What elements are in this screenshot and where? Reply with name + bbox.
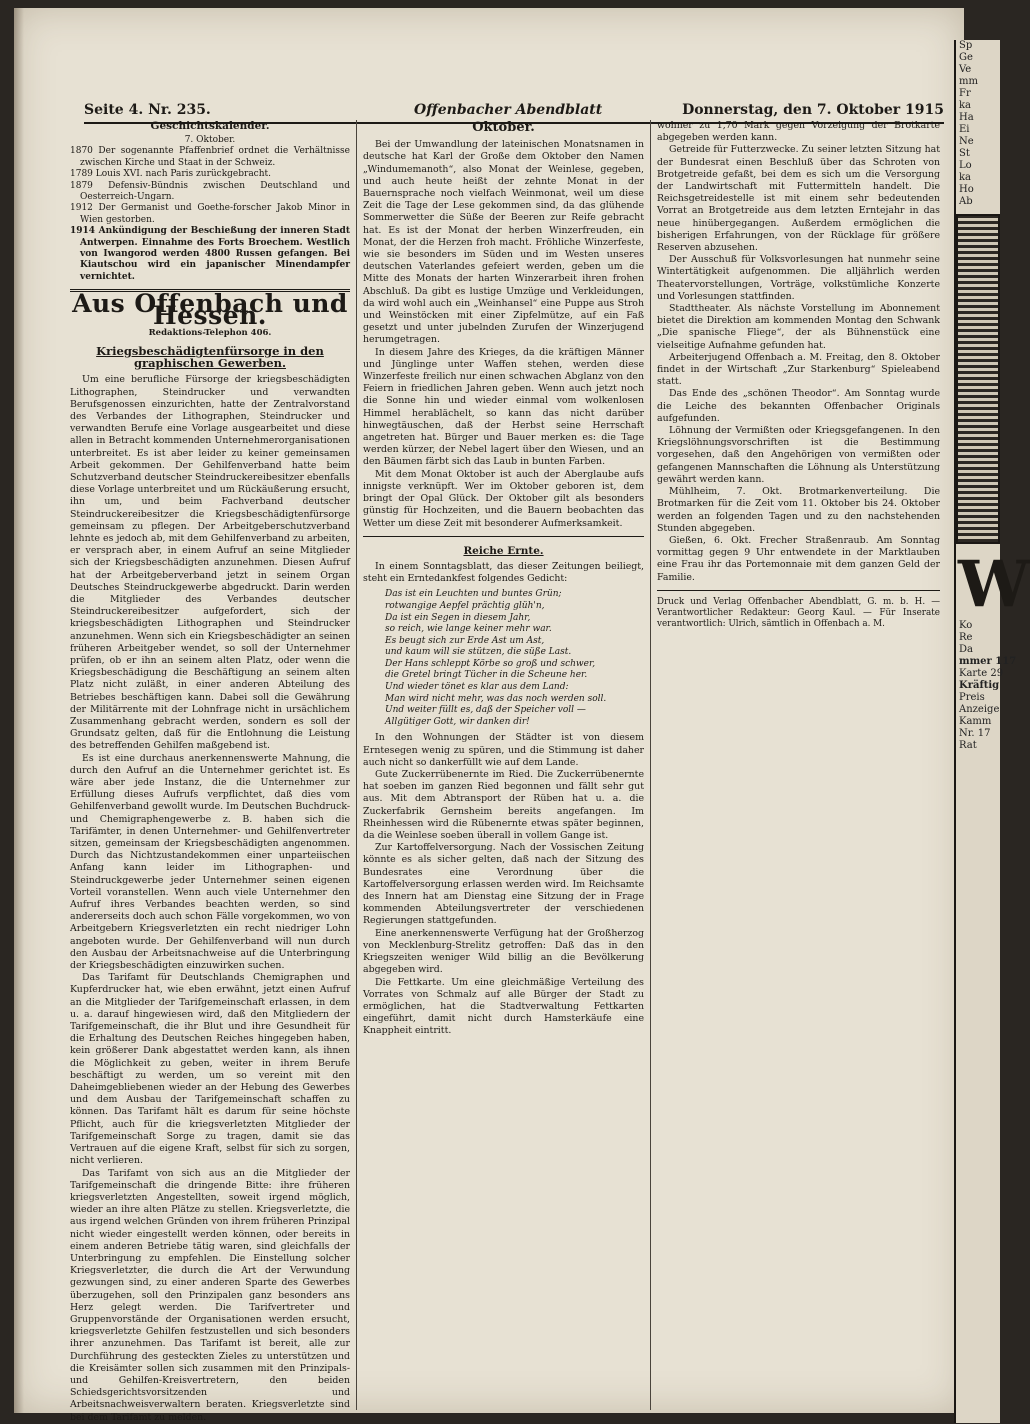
text-fragment: Re — [959, 632, 973, 643]
text-fragment: Karte 29 — [959, 668, 1004, 679]
page-fold-shadow — [14, 8, 24, 1413]
text-fragment: Kamm — [959, 716, 992, 727]
text-fragment: Ei — [959, 124, 970, 135]
text-fragment: St — [959, 148, 970, 159]
poem-line: die Gretel bringt Tücher in die Scheune her. — [385, 670, 588, 681]
article-paragraph: Es ist eine durchaus anerkennenswerte Mahnung, die durch den Aufruf an die Unternehmer gerichtet ist. Es wäre aber jede Instanz, die die Unternehmer zur Erfüllung dieses Aufrufs verpflichtet, daß dies vom Gehilfenverband gewollt wurde. Im Deutschen Buchdruck- und Chemigraphengewerbe z. B. haben sich die Tarifämter, in denen Unternehmer- und Gehilfenvertreter sitzen, gemeinsam der Kriegsbeschädigten angenommen. Durch das Nichtzustandekommen einer unparteiischen Anfang kann leider im Lithographen- und Steindruckgewerbe jeder Unternehmer seinen eigenen Vorteil voranstellen. Wenn auch viele Unternehmer den Aufruf ihres Verbandes beachten werden, so sind andererseits doch auch schon Fälle vorgekommen, wo von Arbeitgebern Kriegsverletzten ein recht niedriger Lohn angeboten wurde. Der Gehilfenverband will nun durch den Ausbau der Arbeitsnachweise auf die Unterbringung der Kriegsbeschädigten einzuwirken suchen. — [70, 752, 350, 972]
article-paragraph: Eine anerkennenswerte Verfügung hat der Großherzog von Mecklenburg-Strelitz getroffen: Daß das in den Kriegszeiten weniger Wild billig an die Bevölkerung abgegeben wird. — [363, 927, 644, 976]
redaktions-telephon: Redaktions-Telephon 406. — [148, 327, 272, 338]
text-fragment: Rat — [959, 740, 977, 751]
advertisement-illustration — [956, 214, 1000, 544]
article-paragraph: In den Wohnungen der Städter ist von diesem Erntesegen wenig zu spüren, und die Stimmung ist daher auch nicht so dankerfüllt wie auf dem Lande. — [363, 732, 644, 768]
text-fragment: Ve — [959, 64, 972, 75]
text-fragment: ka — [959, 172, 972, 183]
text-fragment: ka — [959, 100, 972, 111]
text-fragment: Preis — [959, 692, 985, 703]
article-title: Kriegsbeschädigtenfürsorge in den graphischen Gewerben. — [96, 343, 324, 371]
poem-intro: In einem Sonntagsblatt, das dieser Zeitungen beiliegt, steht ein Erntedankfest folgendes Gedicht: — [363, 560, 644, 585]
article-paragraph: Löhnung der Vermißten oder Kriegsgefangenen. In den Kriegslöhnungsvorschriften ist die Bestimmung vorgesehen, daß den Angehörigen von vermißten oder gefangenen Mannschaften die Löhnung als Unterstützung gewährt werden kann. — [657, 425, 940, 485]
poem-line: und kaum will sie stützen, die süße Last. — [385, 647, 572, 658]
kalender-item: 1789 Louis XVI. nach Paris zurückgebracht. — [70, 169, 271, 180]
article-paragraph: Zur Kartoffelversorgung. Nach der Vossischen Zeitung könnte es als sicher gelten, daß nach der Sitzung des Bundesrates eine Verordnung über die Kartoffelversorgung erlassen werden wird. Im Reichsamte des Innern hat am Dienstag eine Sitzung der in Frage kommenden Abteilungsvertreter der verschiedenen Regierungen stattgefunden. — [363, 842, 644, 927]
text-fragment: Ne — [959, 136, 974, 147]
kalender-item: 1914 Ankündigung der Beschießung der inneren Stadt Antwerpen. Einnahme des Forts Broechem. Westlich von Iwangorod werden 4800 Russen gefangen. Bei Kiautschou wird ein japanischer Minendampfer vernichtet. — [70, 226, 350, 282]
text-fragment: Da — [959, 644, 973, 655]
article-title: Oktober. — [472, 120, 535, 135]
text-fragment: Fr — [959, 88, 971, 99]
poem-line: Und wieder tönet es klar aus dem Land: — [385, 682, 569, 693]
section-title: Aus Offenbach und Hessen. — [72, 289, 348, 331]
text-fragment: Ko — [959, 620, 973, 631]
poem-line: Da ist ein Segen in diesem Jahr, — [385, 612, 531, 623]
kalender-title: Geschichtskalender. — [150, 120, 270, 132]
poem-line: Der Hans schleppt Körbe so groß und schwer, — [385, 658, 596, 669]
article-paragraph: Mühlheim, 7. Okt. Brotmarkenverteilung. Die Brotmarken für die Zeit vom 11. Oktober bis 24. Oktober werden an folgenden Tagen und zu den nachstehenden Stunden abgegeben. — [657, 486, 940, 534]
kalender-item: 1912 Der Germanist und Goethe-forscher Jakob Minor in Wien gestorben. — [70, 203, 350, 225]
poem-line: so reich, wie lange keiner mehr war. — [385, 624, 552, 635]
kalender-item: 1879 Defensiv-Bündnis zwischen Deutschland und Oesterreich-Ungarn. — [70, 180, 350, 203]
article-paragraph: In diesem Jahre des Krieges, da die kräftigen Männer und Jünglinge unter Waffen stehen, werden diese Winzerfeste freilich nur einen schwachen Abglanz von den Feiern in friedlichen Jahren geben. Wenn auch jetzt noch die Sonne hin und wieder einmal vom wolkenlosen Himmel herablächelt, so kann das nicht darüber hinwegtäuschen, daß der Herbst seine Herrschaft angetreten hat. Bürger und Bauer merken es: die Tage werden kürzer, der Nebel lagert über den Wiesen, und an den Bäumen färbt sich das Laub in bunten Farben. — [363, 346, 644, 468]
text-fragment: Ha — [959, 112, 974, 123]
text-fragment: Ho — [959, 184, 974, 195]
poem-line: Man wird nicht mehr, was das noch werden soll. — [385, 693, 607, 704]
kalender-date: 7. Oktober. — [184, 135, 236, 146]
article-paragraph: Das Tarifamt für Deutschlands Chemigraphen und Kupferdrucker hat, wie eben erwähnt, jetzt einen Aufruf an die Mitglieder der Tarifgemeinschaft erlassen, in dem u. a. darauf hingewiesen wird, daß den Mitgliedern der Tarifgemeinschaft, die ihr Blut und ihre Gesundheit für die Erhaltung des Deutschen Reiches hingegeben haben, kein größerer Dank abgestattet werden kann, als ihnen die Möglichkeit zu geben, weiter in ihrem Berufe beschäftigt zu werden, um so vereint mit den Daheimgebliebenen wieder an der Hebung des Gewerbes und dem Ausbau der Tarifgemeinschaft schaffen zu können. Das Tarifamt hält es darum für seine höchste Pflicht, auch für die kriegsverletzten Mitglieder der Tarifgemeinschaft Sorge zu tragen, damit sie das Vertrauen auf die eigene Kraft, selbst für sich zu sorgen, nicht verlieren. — [70, 972, 350, 1167]
poem-line: Das ist ein Leuchten und buntes Grün; — [385, 589, 562, 600]
article-paragraph: Das Tarifamt von sich aus an die Mitglieder der Tarifgemeinschaft die dringende Bitte: ihre früheren kriegsverletzten Angestellten, soweit irgend möglich, wieder an ihre alten Plätze zu stellen. Kriegsverletzte, die aus irgend welchen Gründen von ihrem früheren Prinzipal nicht wieder eingestellt werden können, oder bereits in einem anderen Betriebe tätig waren, sind gleichfalls der Unterbringung zu empfehlen. Die Einstellung solcher Kriegsverletzter, die durch die Art der Verwundung gezwungen sind, zu einer anderen Sparte des Gewerbes überzugehen, soll den Prinzipalen ganz besonders ans Herz gelegt werden. Die Tarifvertreter und Gruppenvorstände der Organisationen werden ersucht, kriegsverletzte Gehilfen festzustellen und sich besonders ihrer anzunehmen. Das Tarifamt ist bereit, alle zur Durchführung des gesteckten Zieles zu unterstützen und die Kreisämter sollen sich zusammen mit den Prinzipals- und Gehilfen-Kreisvertretern, den beiden Schiedsgerichtsvorsitzenden und Arbeitsnachweisverwaltern beraten. Kriegsverletzte sind bei dem Tarifamt zu melden. — [70, 1167, 350, 1423]
article-paragraph: wohner zu 1,70 Mark gegen Vorzeigung der Brotkarte abgegeben werden kann. — [657, 120, 940, 144]
divider — [363, 536, 644, 537]
imprint: Druck und Verlag Offenbacher Abendblatt, G. m. b. H. — Verantwortlicher Redakteur: Georg Kaul. — Für Inserate verantwortlich: Ulrich, sämtlich in Offenbach a. M. — [657, 596, 940, 629]
divider — [657, 590, 940, 591]
article-paragraph: Die Fettkarte. Um eine gleichmäßige Verteilung des Vorrates von Schmalz auf alle Bürger der Stadt zu ermöglichen, hat die Stadtverwaltung Fettkarten eingeführt, damit nicht durch Hamsterkäufe eine Knappheit eintritt. — [363, 976, 644, 1037]
page-number: Seite 4. Nr. 235. — [84, 102, 211, 118]
poem-line: Und weiter füllt es, daß der Speicher voll — — [385, 705, 586, 716]
poem-line: Allgütiger Gott, wir danken dir! — [385, 716, 530, 727]
kalender-list — [70, 146, 350, 283]
column-1 — [70, 120, 350, 1423]
masthead: Offenbacher Abendblatt — [414, 102, 603, 118]
article-paragraph: Arbeiterjugend Offenbach a. M. Freitag, den 8. Oktober findet in der Wirtschaft „Zur Starkenburg“ Spieleabend statt. — [657, 351, 940, 388]
text-fragment: Kräftig — [959, 680, 1000, 691]
article-paragraph: Stadttheater. Als nächste Vorstellung im Abonnement bietet die Direktion am kommenden Montag den Schwank „Die spanische Fliege“, der als Bühnenstück eine vielseitige Aufnahme gefunden hat. — [657, 303, 940, 351]
article-paragraph: Um eine berufliche Fürsorge der kriegsbeschädigten Lithographen, Steindrucker und verwandten Berufsgenossen einzurichten, hatte der Zentralvorstand des Verbandes der Lithographen, Steindrucker und verwandten Berufe eine Vorlage ausgearbeitet und diese allen in Betracht kommenden Unternehmerorganisationen unterbreitet. Es ist aber leider zu keiner gemeinsamen Arbeit gekommen. Der Gehilfenverband hatte beim Schutzverband deutscher Steindruckereibesitzer ebenfalls diese Vorlage unterbreitet und um Rückäußerung ersucht, ihn um, und beim Fachverband deutscher Steindruckereibesitzer die Kriegsbeschädigtenfürsorge gemeinsam zu pflegen. Der Arbeitgeberschutzverband lehnte es jedoch ab, mit dem Gehilfenverband zu arbeiten, er versprach aber, in einem Aufruf an seine Mitglieder sich der Kriegsbeschädigten anzunehmen. Diesen Aufruf hat der Arbeitgeberverband jetzt in seinem Organ Deutsches Steindruckgewerbe abgedruckt. Darin werden die Mitglieder des Verbandes deutscher Steindruckereibesitzer aufgefordert, sich der kriegsbeschädigten Lithographen und Steindrucker anzunehmen. Wenn sich ein Kriegsbeschädigter an seinen früheren Arbeitgeber wendet, so soll der Unternehmer prüfen, ob er ihn an seinem alten Platz, oder wenn die Kriegsbeschädigung die Beschäftigung an seinem alten Platz nicht zuläßt, in einer anderen Abteilung des Betriebes beschäftigen kann. Dabei soll die Gewährung der Militärrente mit der Lohnfrage nicht in ursächlichem Zusammenhang gebracht werden, sondern es soll der Grundsatz gelten, daß für die Entlohnung die Leistung des betreffenden Gehilfen maßgebend ist. — [70, 374, 350, 752]
article-paragraph: Das Ende des „schönen Theodor“. Am Sonntag wurde die Leiche des bekannten Offenbacher Originals aufgefunden. — [657, 388, 940, 424]
article-paragraph: Getreide für Futterzwecke. Zu seiner letzten Sitzung hat der Bundesrat einen Beschluß über das Schroten von Brotgetreide gefaßt, bei dem es sich um die Versorgung der Landwirtschaft mit Futtermitteln handelt. Die Reichsgetreidestelle ist mit einem sehr bedeutenden Vorrat an Brotgetreide aus dem letzten Erntejahr in das neue hinübergegangen. Außerdem ermöglichen die bisherigen Erfahrungen, von der Rücklage für größere Reserven abzusehen. — [657, 144, 940, 254]
text-fragment: mmer 117 — [959, 656, 1017, 667]
article-paragraph: Gießen, 6. Okt. Frecher Straßenraub. Am Sonntag vormittag gegen 9 Uhr entwendete in der Marktlauben eine Frau ihr das Portemonnaie mit dem ganzen Geld der Familie. — [657, 534, 940, 583]
article-paragraph: Gute Zuckerrübenernte im Ried. Die Zuckerrübenernte hat soeben im ganzen Ried begonnen und fällt sehr gut aus. Mit dem Abtransport der Rüben hat u. a. die Zuckerfabrik Gernsheim bereits angefangen. Im Rheinhessen wird die Rübenernte etwas später beginnen, da die Weinlese soeben überall in vollem Gange ist. — [363, 769, 644, 842]
text-fragment: Sp — [959, 40, 973, 51]
text-fragment: Ge — [959, 52, 973, 63]
column-3 — [650, 120, 940, 1410]
article-paragraph: Bei der Umwandlung der lateinischen Monatsnamen in deutsche hat Karl der Große dem Oktober den Namen „Windumemanoth“, also Monat der Weinlese, gegeben, und auch heute heißt der zehnte Monat in der Bauernsprache noch vielfach Weinmonat, weil um diese Zeit die Tage der Lese gekommen sind, da das glühende Sommerwetter die Süße der Beeren zur Reife gebracht hat. Es ist der Monat der herben Winzerfreuden, ein Monat, der die Herzen froh macht. Fröhliche Winzerfeste, wie sie besonders im Süden und im Westen unseres deutschen Vaterlandes gefeiert werden, geben um die Mitte des Monats der harten Winzerarbeit ihren frohen Abschluß. Da gibt es lustige Umzüge und Verkleidungen, da wird wohl auch ein „Weinhansel“ eine Puppe aus Stroh und Weinstöcken mit einer Zipfelmütze, auf ein Faß gesetzt und unter jubelnden Zurufen der Winzerjugend herumgetragen. — [363, 139, 644, 346]
text-fragment: mm — [959, 76, 978, 87]
advertisement-letter: W — [958, 547, 1030, 622]
article-paragraph: Mit dem Monat Oktober ist auch der Aberglaube aufs innigste verknüpft. Wer im Oktober geboren ist, dem bringt der Opal Glück. Der Oktober gilt als besonders günstig für Hochzeiten, und die Bauern beobachten das Wetter um diese Zeit mit besonderer Aufmerksamkeit. — [363, 468, 644, 529]
adjacent-page-strip — [954, 40, 1030, 1423]
kalender-item: 1870 Der sogenannte Pfaffenbrief ordnet die Verhältnisse zwischen Kirche und Staat in der Schweiz. — [70, 146, 350, 168]
text-fragment: Nr. 17 — [959, 728, 991, 739]
article-paragraph: Der Ausschuß für Volksvorlesungen hat nunmehr seine Wintertätigkeit aufgenommen. Die alljährlich werden Theatervorstellungen, Vorträge, volkstümliche Konzerte und Vorlesungen stattfinden. — [657, 254, 940, 302]
poem-line: rotwangige Aepfel prächtig glüh'n, — [385, 600, 545, 611]
article-title: Reiche Ernte. — [463, 544, 544, 557]
text-fragment: Anzeige — [959, 704, 1000, 715]
poem — [363, 589, 644, 728]
poem-line: Es beugt sich zur Erde Ast um Ast, — [385, 635, 545, 646]
text-fragment: Lo — [959, 160, 972, 171]
text-fragment: Ab — [959, 196, 973, 207]
issue-date: Donnerstag, den 7. Oktober 1915 — [682, 102, 944, 118]
column-2 — [356, 120, 644, 1410]
